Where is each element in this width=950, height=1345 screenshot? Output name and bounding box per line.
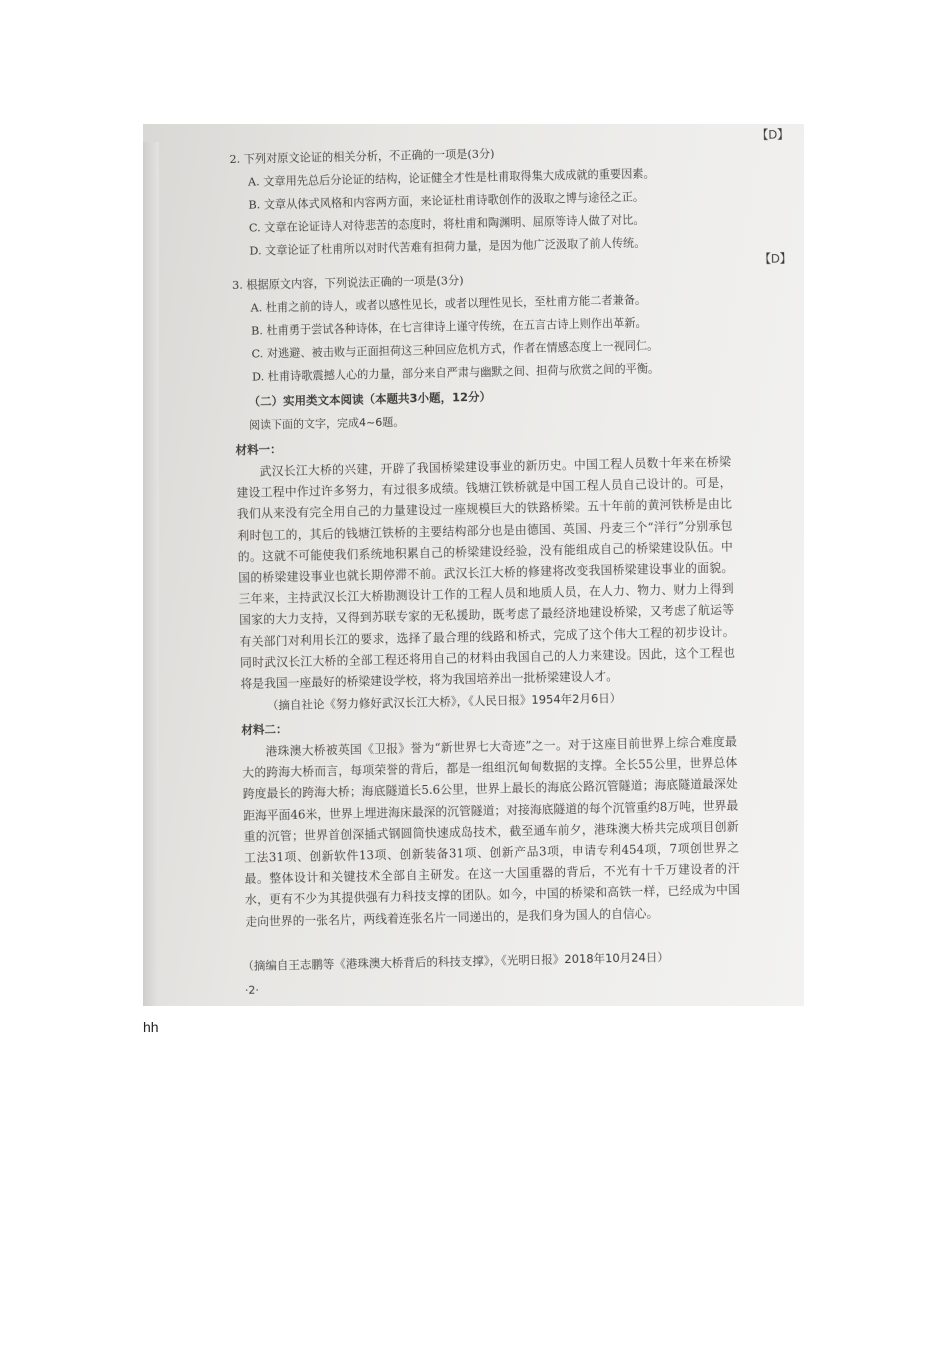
page-number: ·2· bbox=[244, 983, 260, 997]
section-instruction: 阅读下面的文字，完成4~6题。 bbox=[248, 415, 405, 432]
material2-label: 材料二： bbox=[241, 721, 288, 737]
image-caption: hh bbox=[143, 1019, 159, 1035]
q2-option-a: A. 文章用先总后分论证的结构，论证健全才性是杜甫取得集大成成就的重要因素。 bbox=[247, 167, 655, 189]
q3-option-a: A. 杜甫之前的诗人，或者以感性见长，或者以理性见长，至杜甫方能二者兼备。 bbox=[250, 293, 647, 315]
scanned-exam-page-photo bbox=[143, 124, 804, 1006]
section-title: （二）实用类文本阅读（本题共3小题，12分） bbox=[248, 389, 492, 409]
material2-source: （摘编自王志鹏等《港珠澳大桥背后的科技支撑》，《光明日报》2018年10月24日） bbox=[242, 949, 669, 973]
q2-stem: 2. 下列对原文论证的相关分析，不正确的一项是(3分) bbox=[229, 147, 495, 166]
q3-answer: 【D】 bbox=[758, 251, 792, 266]
q2-option-b: B. 文章从体式风格和内容两方面，来论证杜甫诗歌创作的汲取之博与途径之正。 bbox=[248, 190, 645, 212]
q2-option-d: D. 文章论证了杜甫所以对时代苦难有担荷力量，是因为他广泛汲取了前人传统。 bbox=[249, 236, 646, 258]
material1-text: 武汉长江大桥的兴建，开辟了我国桥梁建设事业的新历史。中国工程人员数十年来在桥梁建设工程中作过许多努力，有过很多成绩。钱塘江铁桥就是中国工程人员自己设计的。可是，我们从来没有完全用自己的力量建设过一座规模巨大的铁路桥梁。五十年前的黄河铁桥是由比利时包工的，其后的钱塘江铁桥的主要结构部分也是由德国、英国、丹麦三个“洋行”分别承包的。这就不可能使我们系统地积累自己的桥梁建设经验，没有能组成自己的桥梁建设队伍。中国的桥梁建设事业也就长期停滞不前。武汉长江大桥的修建将改变我国桥梁建设事业的面貌。三年来，主持武汉长江大桥勘测设计工作的工程人员和地质人员，在人力、物力、财力上得到国家的大力支持，又得到苏联专家的无私援助，既考虑了最经济地建设桥梁，又考虑了航运等有关部门对利用长江的要求，选择了最合理的线路和桥式，完成了这个伟大工程的初步设计。同时武汉长江大桥的全部工程还将用自己的材料由我国自己的人力来建设。因此，这个工程也将是我国一座最好的桥梁建设学校，将为我国培养出一批桥梁建设人才。 bbox=[236, 454, 736, 691]
material1-label: 材料一： bbox=[235, 441, 282, 457]
material2-text: 港珠澳大桥被英国《卫报》誉为“新世界七大奇迹”之一。对于这座目前世界上综合难度最大的跨海大桥而言，每项荣誉的背后，都是一组组沉甸甸数据的支撑。全长55公里，世界总体跨度最长的跨海大桥；海底隧道长5.6公里，世界上最长的海底公路沉管隧道；海底隧道最深处距海平面46米，世界上埋进海床最深的沉管隧道；对接海底隧道的每个沉管重约8万吨，世界最重的沉管；世界首创深插式钢圆筒快速成岛技术，截至通车前夕，港珠澳大桥共完成项目创新工法31项、创新软件13项、创新装备31项、创新产品3项，申请专利454项，7项创世界之最。整体设计和关键技术全部自主研发。在这一大国重器的背后，不光有十千万建设者的汗水，更有不少为其提供强有力科技支撑的团队。如今，中国的桥梁和高铁一样，已经成为中国走向世界的一张名片，两线着连张名片一同递出的，是我们身为国人的自信心。 bbox=[242, 734, 741, 929]
q3-option-c: C. 对逃避、被击败与正面担荷这三种回应危机方式，作者在情感态度上一视同仁。 bbox=[251, 339, 659, 361]
q3-stem: 3. 根据原文内容，下列说法正确的一项是(3分) bbox=[231, 274, 464, 292]
q2-answer: 【D】 bbox=[756, 127, 790, 142]
page-edge-shadow bbox=[143, 142, 159, 1006]
q2-option-c: C. 文章在论证诗人对待悲苦的态度时，将杜甫和陶渊明、屈原等诗人做了对比。 bbox=[248, 213, 645, 235]
q3-option-b: B. 杜甫勇于尝试各种诗体，在七言律诗上谨守传统，在五言古诗上则作出革新。 bbox=[250, 316, 647, 338]
q3-option-d: D. 杜甫诗歌震撼人心的力量，部分来自严肃与幽默之间、担荷与欣赏之间的平衡。 bbox=[251, 362, 660, 384]
material1-source: （摘自社论《努力修好武汉长江大桥》，《人民日报》1954年2月6日） bbox=[266, 690, 622, 713]
exam-page-content bbox=[229, 124, 804, 996]
